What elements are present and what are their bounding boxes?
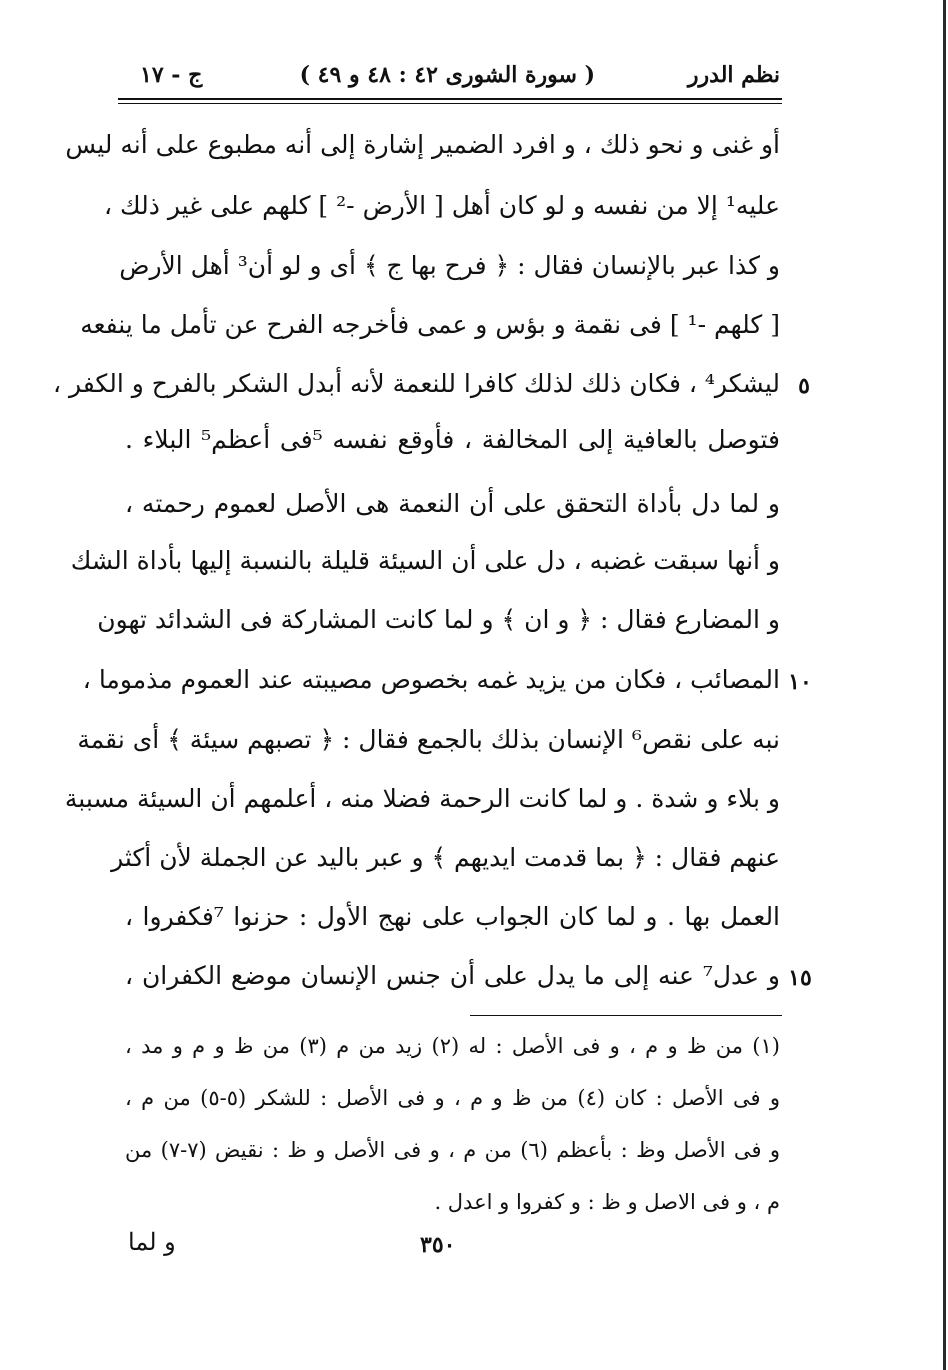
text-line-14: العمل بها . و لما كان الجواب على نهج الأول : حزنوا ⁷فكفروا ، bbox=[125, 902, 781, 931]
text-line-1: أو غنى و نحو ذلك ، و افرد الضمير إشارة إلى أنه مطبوع على أنه ليس bbox=[65, 130, 780, 159]
text-line-3: و كذا عبر بالإنسان فقال : ﴿ فرح بها ج ﴾ أى و لو أن³ أهل الأرض bbox=[119, 251, 780, 280]
text-line-5: ليشكر⁴ ، فكان ذلك لذلك كافرا للنعمة لأنه أبدل الشكر بالفرح و الكفر ، bbox=[52, 369, 780, 398]
footnote-line-3: و فى الأصل وظ : بأعظم (٦) من م ، و فى الأصل و ظ : نقيض (٧-٧) من bbox=[125, 1138, 780, 1162]
book-title: نظم الدرر bbox=[687, 62, 780, 88]
footnote-line-2: و فى الأصل : كان (٤) من ظ و م ، و فى الأصل : للشكر (٥-٥) من م ، bbox=[125, 1086, 780, 1110]
text-line-10: المصائب ، فكان من يزيد غمه بخصوص مصيبته عند العموم مذموما ، bbox=[82, 665, 780, 694]
volume-number: ج - ١٧ bbox=[140, 62, 203, 88]
page-edge bbox=[943, 0, 946, 1370]
text-line-7: و لما دل بأداة التحقق على أن النعمة هى الأصل لعموم رحمته ، bbox=[125, 489, 780, 518]
text-line-2: عليه¹ إلا من نفسه و لو كان أهل [ الأرض -² ] كلهم على غير ذلك ، bbox=[104, 191, 780, 220]
text-line-15: و عدل⁷ عنه إلى ما يدل على أن جنس الإنسان موضع الكفران ، bbox=[125, 961, 780, 990]
page-number: ٣٥٠ bbox=[420, 1232, 456, 1258]
text-line-8: و أنها سبقت غضبه ، دل على أن السيئة قليلة بالنسبة إليها بأداة الشك bbox=[70, 546, 780, 575]
footnote-line-4: م ، و فى الاصل و ظ : و كفروا و اعدل . bbox=[434, 1190, 780, 1214]
line-number-5: ٥ bbox=[798, 373, 810, 399]
text-line-6: فتوصل بالعافية إلى المخالفة ، فأوقع نفسه ⁵فى أعظم⁵ البلاء . bbox=[125, 425, 780, 454]
line-number-15: ١٥ bbox=[788, 965, 812, 991]
text-line-4: [ كلهم -¹ ] فى نقمة و بؤس و عمى فأخرجه الفرح عن تأمل ما ينفعه bbox=[80, 310, 780, 339]
line-number-10: ١٠ bbox=[788, 669, 812, 695]
catchword: و لما bbox=[128, 1228, 176, 1256]
header-rule bbox=[118, 98, 782, 100]
surah-reference: ( سورة الشورى ٤٢ : ٤٨ و ٤٩ ) bbox=[299, 62, 595, 88]
text-line-11: نبه على نقص⁶ الإنسان بذلك بالجمع فقال : ﴿ تصبهم سيئة ﴾ أى نقمة bbox=[77, 725, 780, 754]
page-header bbox=[120, 58, 780, 94]
header-rule-thin bbox=[118, 103, 782, 104]
text-line-13: عنهم فقال : ﴿ بما قدمت ايديهم ﴾ و عبر باليد عن الجملة لأن أكثر bbox=[111, 843, 780, 872]
footnote-line-1: (١) من ظ و م ، و فى الأصل : له (٢) زيد من م (٣) من ظ و م و مد ، bbox=[125, 1034, 780, 1058]
text-line-12: و بلاء و شدة . و لما كانت الرحمة فضلا منه ، أعلمهم أن السيئة مسببة bbox=[64, 784, 780, 813]
footnote-rule bbox=[470, 1015, 782, 1016]
text-line-9: و المضارع فقال : ﴿ و ان ﴾ و لما كانت المشاركة فى الشدائد تهون bbox=[97, 605, 780, 634]
